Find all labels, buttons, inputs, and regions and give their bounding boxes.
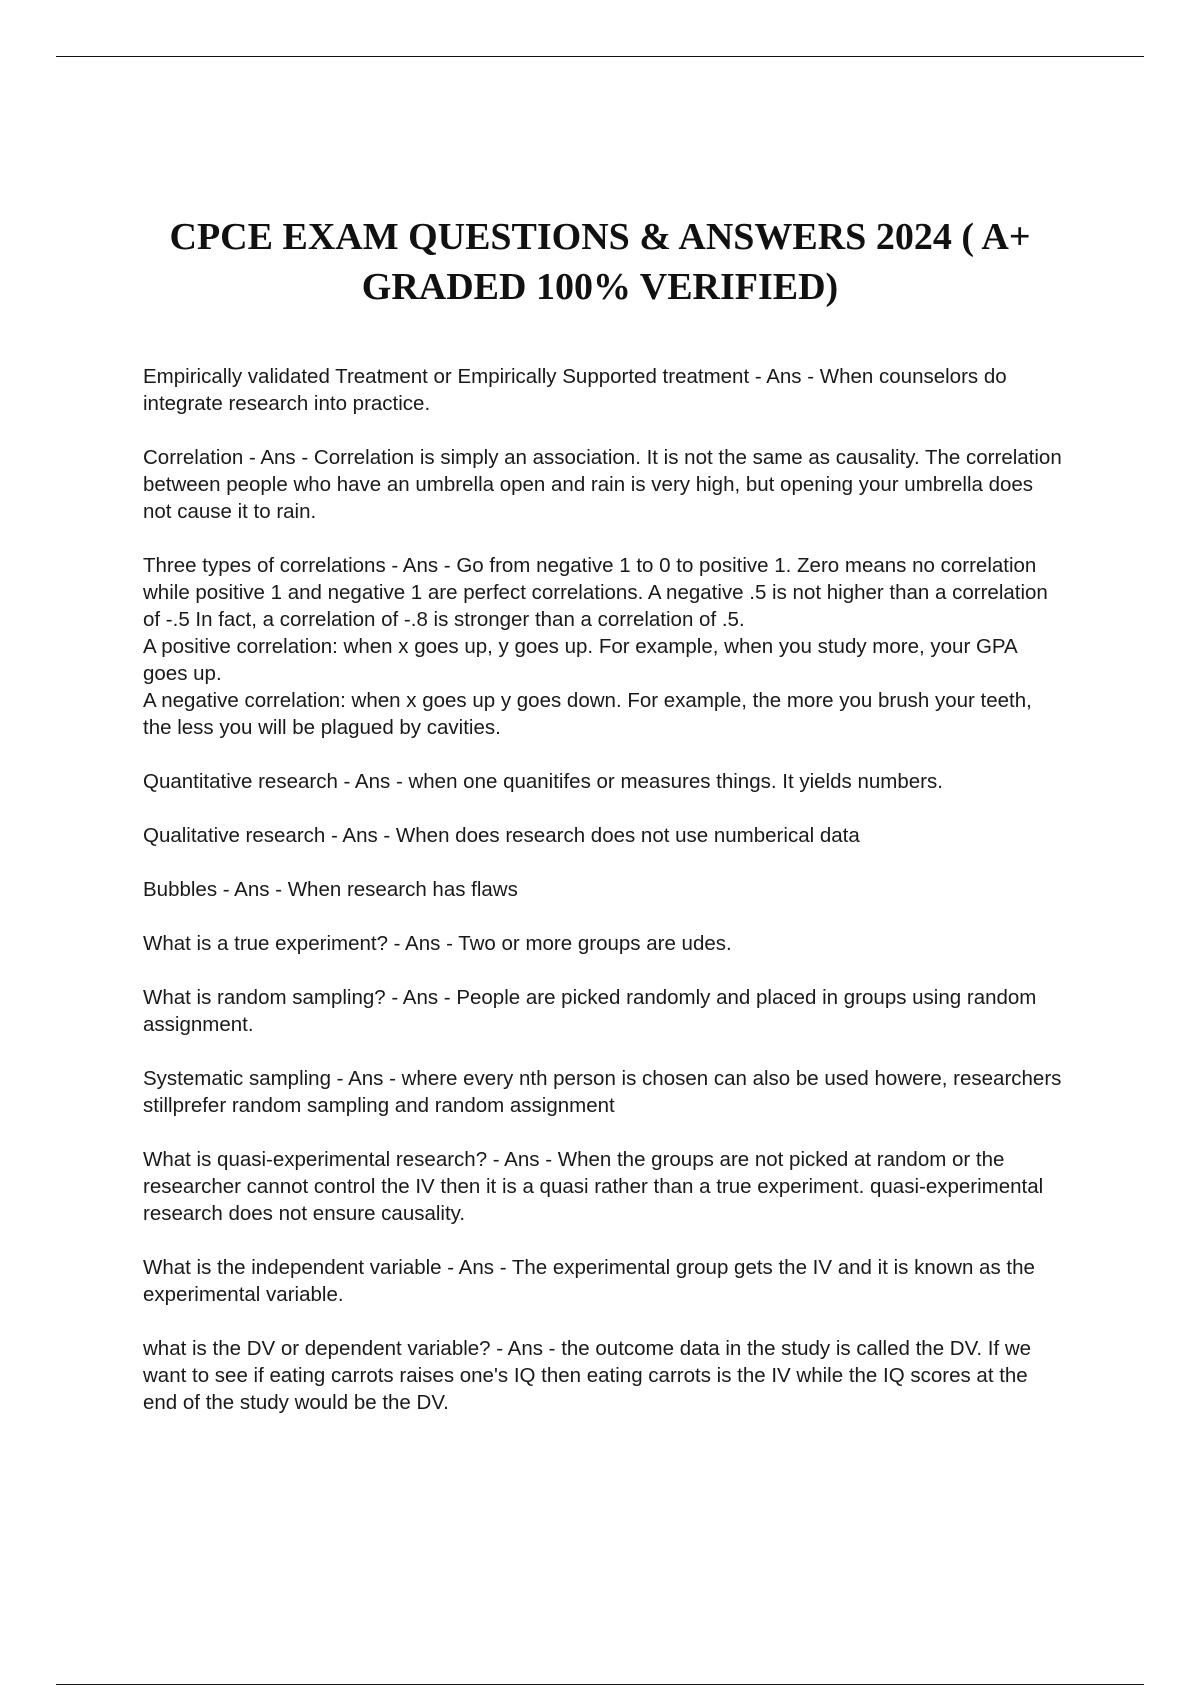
qa-entry	[143, 444, 1063, 525]
qa-paragraph: Bubbles - Ans - When research has flaws	[143, 878, 518, 901]
qa-paragraph: Three types of correlations - Ans - Go from negative 1 to 0 to positive 1. Zero means no correlation while positive 1 and negative 1 are perfect correlations. A negative .5 is not higher than a correlation of -.5 In fact, a correlation of -.8 is stronger than a correlation of .5.	[143, 554, 1048, 631]
qa-entry	[143, 1146, 1063, 1227]
qa-paragraph: What is quasi-experimental research? - Ans - When the groups are not picked at random or the researcher cannot control the IV then it is a quasi rather than a true experiment. quasi-experimental research does not ensure causality.	[143, 1148, 1044, 1225]
bottom-rule	[56, 1684, 1144, 1685]
qa-paragraph: Correlation - Ans - Correlation is simply an association. It is not the same as causality. The correlation between people who have an umbrella open and rain is very high, but opening your umbrella does not cause it to rain.	[143, 446, 1062, 523]
qa-paragraph: What is the independent variable - Ans - The experimental group gets the IV and it is known as the experimental variable.	[143, 1256, 1035, 1306]
qa-entry	[143, 1065, 1063, 1119]
qa-list	[143, 363, 1063, 1443]
qa-paragraph: What is a true experiment? - Ans - Two or more groups are udes.	[143, 932, 732, 955]
qa-paragraph: Quantitative research - Ans - when one quanitifes or measures things. It yields numbers.	[143, 770, 943, 793]
qa-entry	[143, 822, 1063, 849]
qa-entry	[143, 984, 1063, 1038]
qa-paragraph: Qualitative research - Ans - When does research does not use numberical data	[143, 824, 860, 847]
qa-entry	[143, 930, 1063, 957]
qa-entry	[143, 552, 1063, 741]
top-rule	[56, 56, 1144, 57]
qa-entry	[143, 1254, 1063, 1308]
title-line-2: GRADED 100% VERIFIED)	[361, 266, 839, 308]
qa-paragraph: A negative correlation: when x goes up y goes down. For example, the more you brush your teeth, the less you will be plagued by cavities.	[143, 689, 1032, 739]
qa-entry	[143, 1335, 1063, 1416]
title-line-1: CPCE EXAM QUESTIONS & ANSWERS 2024 ( A+	[169, 216, 1031, 258]
qa-entry	[143, 363, 1063, 417]
qa-paragraph: What is random sampling? - Ans - People are picked randomly and placed in groups using random assignment.	[143, 986, 1037, 1036]
qa-paragraph: Systematic sampling - Ans - where every nth person is chosen can also be used howere, researchers stillprefer random sampling and random assignment	[143, 1067, 1062, 1117]
qa-entry	[143, 876, 1063, 903]
qa-paragraph: A positive correlation: when x goes up, y goes up. For example, when you study more, your GPA goes up.	[143, 635, 1017, 685]
qa-paragraph: what is the DV or dependent variable? - Ans - the outcome data in the study is called the DV. If we want to see if eating carrots raises one's IQ then eating carrots is the IV while the IQ scores at the end of the study would be the DV.	[143, 1337, 1032, 1414]
page-title	[100, 212, 1100, 312]
qa-entry	[143, 768, 1063, 795]
qa-paragraph: Empirically validated Treatment or Empirically Supported treatment - Ans - When counselors do integrate research into practice.	[143, 365, 1007, 415]
